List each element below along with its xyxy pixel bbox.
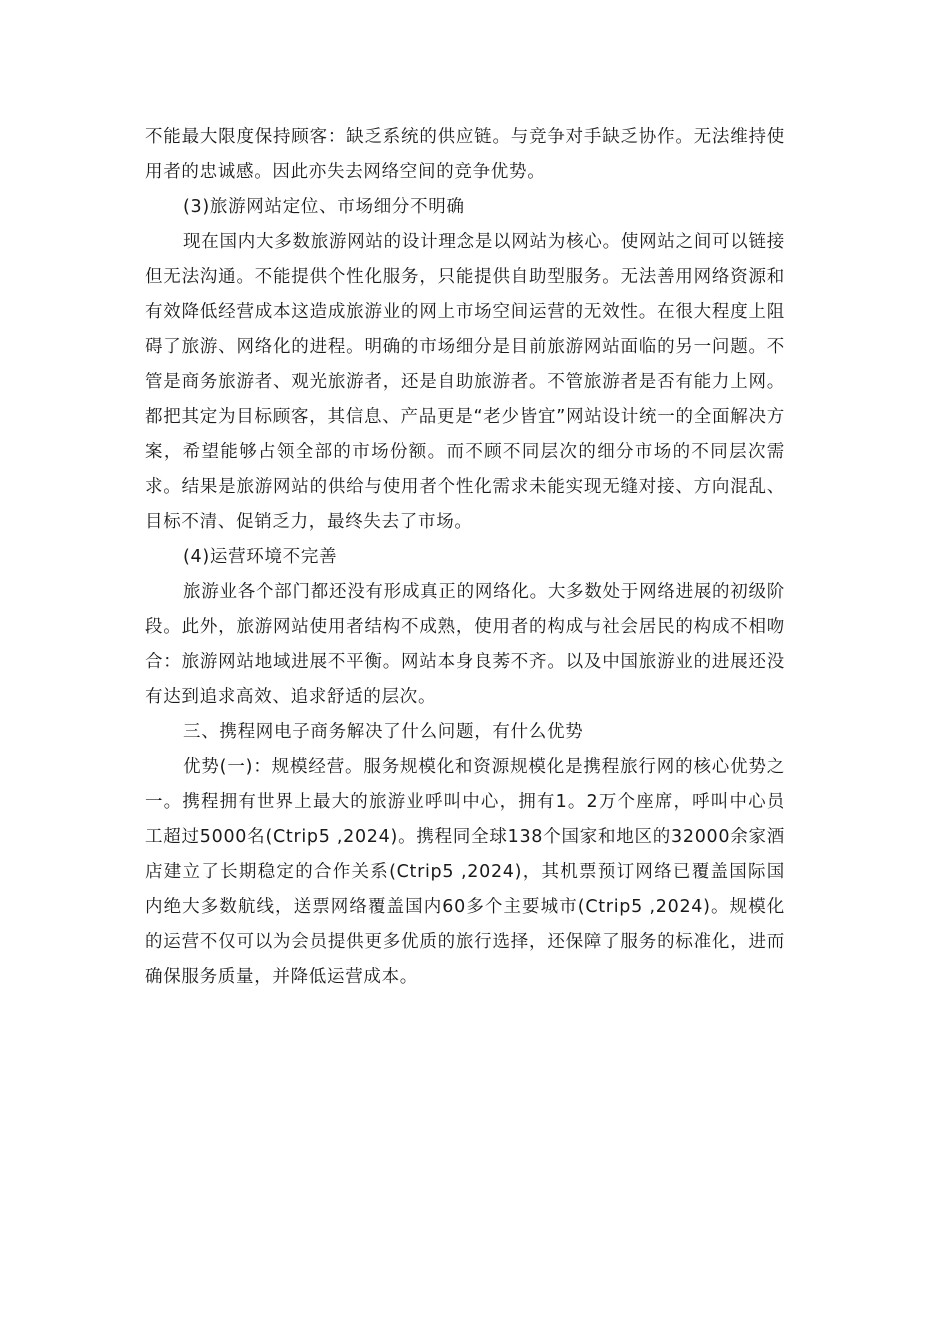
body-paragraph-positioning: 现在国内大多数旅游网站的设计理念是以网站为核心。使网站之间可以链接但无法沟通。不能提供个性化服务，只能提供自助型服务。无法善用网络资源和有效降低经营成本这造成旅游业的网上市场空间运营的无效性。在很大程度上阻碍了旅游、网络化的进程。明确的市场细分是目前旅游网站面临的另一问题。不管是商务旅游者、观光旅游者，还是自助旅游者。不管旅游者是否有能力上网。都把其定为目标顾客，其信息、产品更是“老少皆宜”网站设计统一的全面解决方案，希望能够占领全部的市场份额。而不顾不同层次的细分市场的不同层次需求。结果是旅游网站的供给与使用者个性化需求未能实现无缝对接、方向混乱、目标不清、促销乏力，最终失去了市场。 — [145, 232, 785, 532]
subheading-website-positioning: (3)旅游网站定位、市场细分不明确 — [183, 197, 465, 217]
body-paragraph-continued: 不能最大限度保持顾客：缺乏系统的供应链。与竞争对手缺乏协作。无法维持使用者的忠诚感。因此亦失去网络空间的竞争优势。 — [145, 127, 785, 182]
body-paragraph-scale-advantage: 优势(一)：规模经营。服务规模化和资源规模化是携程旅行网的核心优势之一。携程拥有世界上最大的旅游业呼叫中心，拥有1。2万个座席，呼叫中心员工超过5000名(Ctrip5 ,2024)。携程同全球138个国家和地区的32000余家酒店建立了长期稳定的合作关系(Ctrip5 ,2024)，其机票预订网络已覆盖国际国内绝大多数航线，送票网络覆盖国内60多个主要城市(Ctrip5 ,2024)。规模化的运营不仅可以为会员提供更多优质的旅行选择，还保障了服务的标准化，进而确保服务质量，并降低运营成本。 — [145, 757, 785, 987]
section-heading-ctrip-advantages: 三、携程网电子商务解决了什么问题，有什么优势 — [183, 722, 584, 742]
subheading-operating-environment: (4)运营环境不完善 — [183, 547, 338, 567]
body-paragraph-environment: 旅游业各个部门都还没有形成真正的网络化。大多数处于网络进展的初级阶段。此外，旅游网站使用者结构不成熟，使用者的构成与社会居民的构成不相吻合：旅游网站地域进展不平衡。网站本身良莠不齐。以及中国旅游业的进展还没有达到追求高效、追求舒适的层次。 — [145, 582, 785, 707]
document-body — [145, 120, 785, 995]
